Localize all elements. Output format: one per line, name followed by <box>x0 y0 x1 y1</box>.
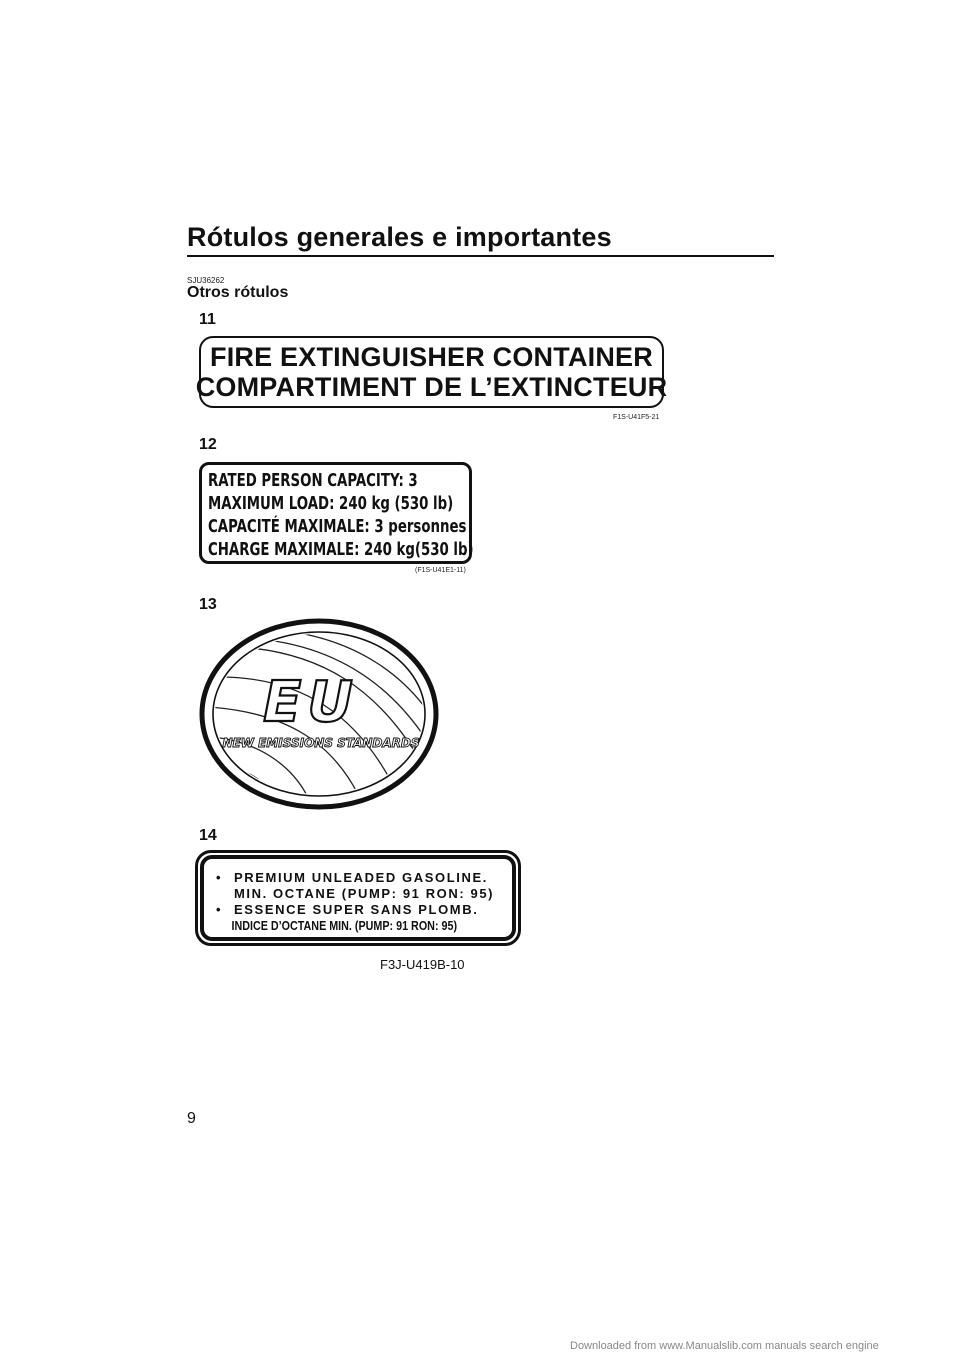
label-12-line-2: MAXIMUM LOAD: 240 kg (530 lb) <box>208 493 454 514</box>
label-number-11: 11 <box>199 311 216 328</box>
label-11-line-1: FIRE EXTINGUISHER CONTAINER <box>210 342 653 372</box>
label-14-line-2: MIN. OCTANE (PUMP: 91 RON: 95) <box>234 886 495 901</box>
header-rule <box>187 255 774 257</box>
eu-emissions-logo <box>199 617 439 811</box>
section-title: Otros rótulos <box>187 284 289 301</box>
label-number-14: 14 <box>199 827 217 844</box>
footer-link[interactable]: Downloaded from www.Manualslib.com manuals search engine <box>570 1340 879 1352</box>
label-fuel <box>200 855 516 941</box>
label-11-part-code: F1S-U41F5-21 <box>613 414 660 421</box>
label-12-line-4: CHARGE MAXIMALE: 240 kg(530 lb) <box>208 539 474 560</box>
label-fire-extinguisher <box>195 336 668 408</box>
eu-tagline: NEW EMISSIONS STANDARDS <box>222 736 420 750</box>
bullet-icon: • <box>216 902 221 917</box>
label-12-part-code: (F1S-U41E1-11) <box>415 567 466 574</box>
label-14-line-1: • PREMIUM UNLEADED GASOLINE. <box>216 870 488 885</box>
section-code: SJU36262 <box>187 276 225 285</box>
label-number-13: 13 <box>199 596 217 613</box>
page-title: Rótulos generales e importantes <box>187 222 612 252</box>
label-12-line-3: CAPACITÉ MAXIMALE: 3 personnes <box>208 516 467 537</box>
label-14-line-4: INDICE D’OCTANE MIN. (PUMP: 91 RON: 95) <box>231 919 458 933</box>
label-11-line-2: COMPARTIMENT DE L’EXTINCTEUR <box>195 372 668 402</box>
label-number-12: 12 <box>199 436 217 453</box>
bullet-icon: • <box>216 870 221 885</box>
eu-logo-text: EU <box>263 670 359 735</box>
page-number: 9 <box>187 1110 196 1127</box>
label-capacity <box>199 462 472 564</box>
label-12-line-1: RATED PERSON CAPACITY: 3 <box>208 470 418 491</box>
label-14-line-3: • ESSENCE SUPER SANS PLOMB. <box>216 902 479 917</box>
figure-code: F3J-U419B-10 <box>380 957 465 972</box>
